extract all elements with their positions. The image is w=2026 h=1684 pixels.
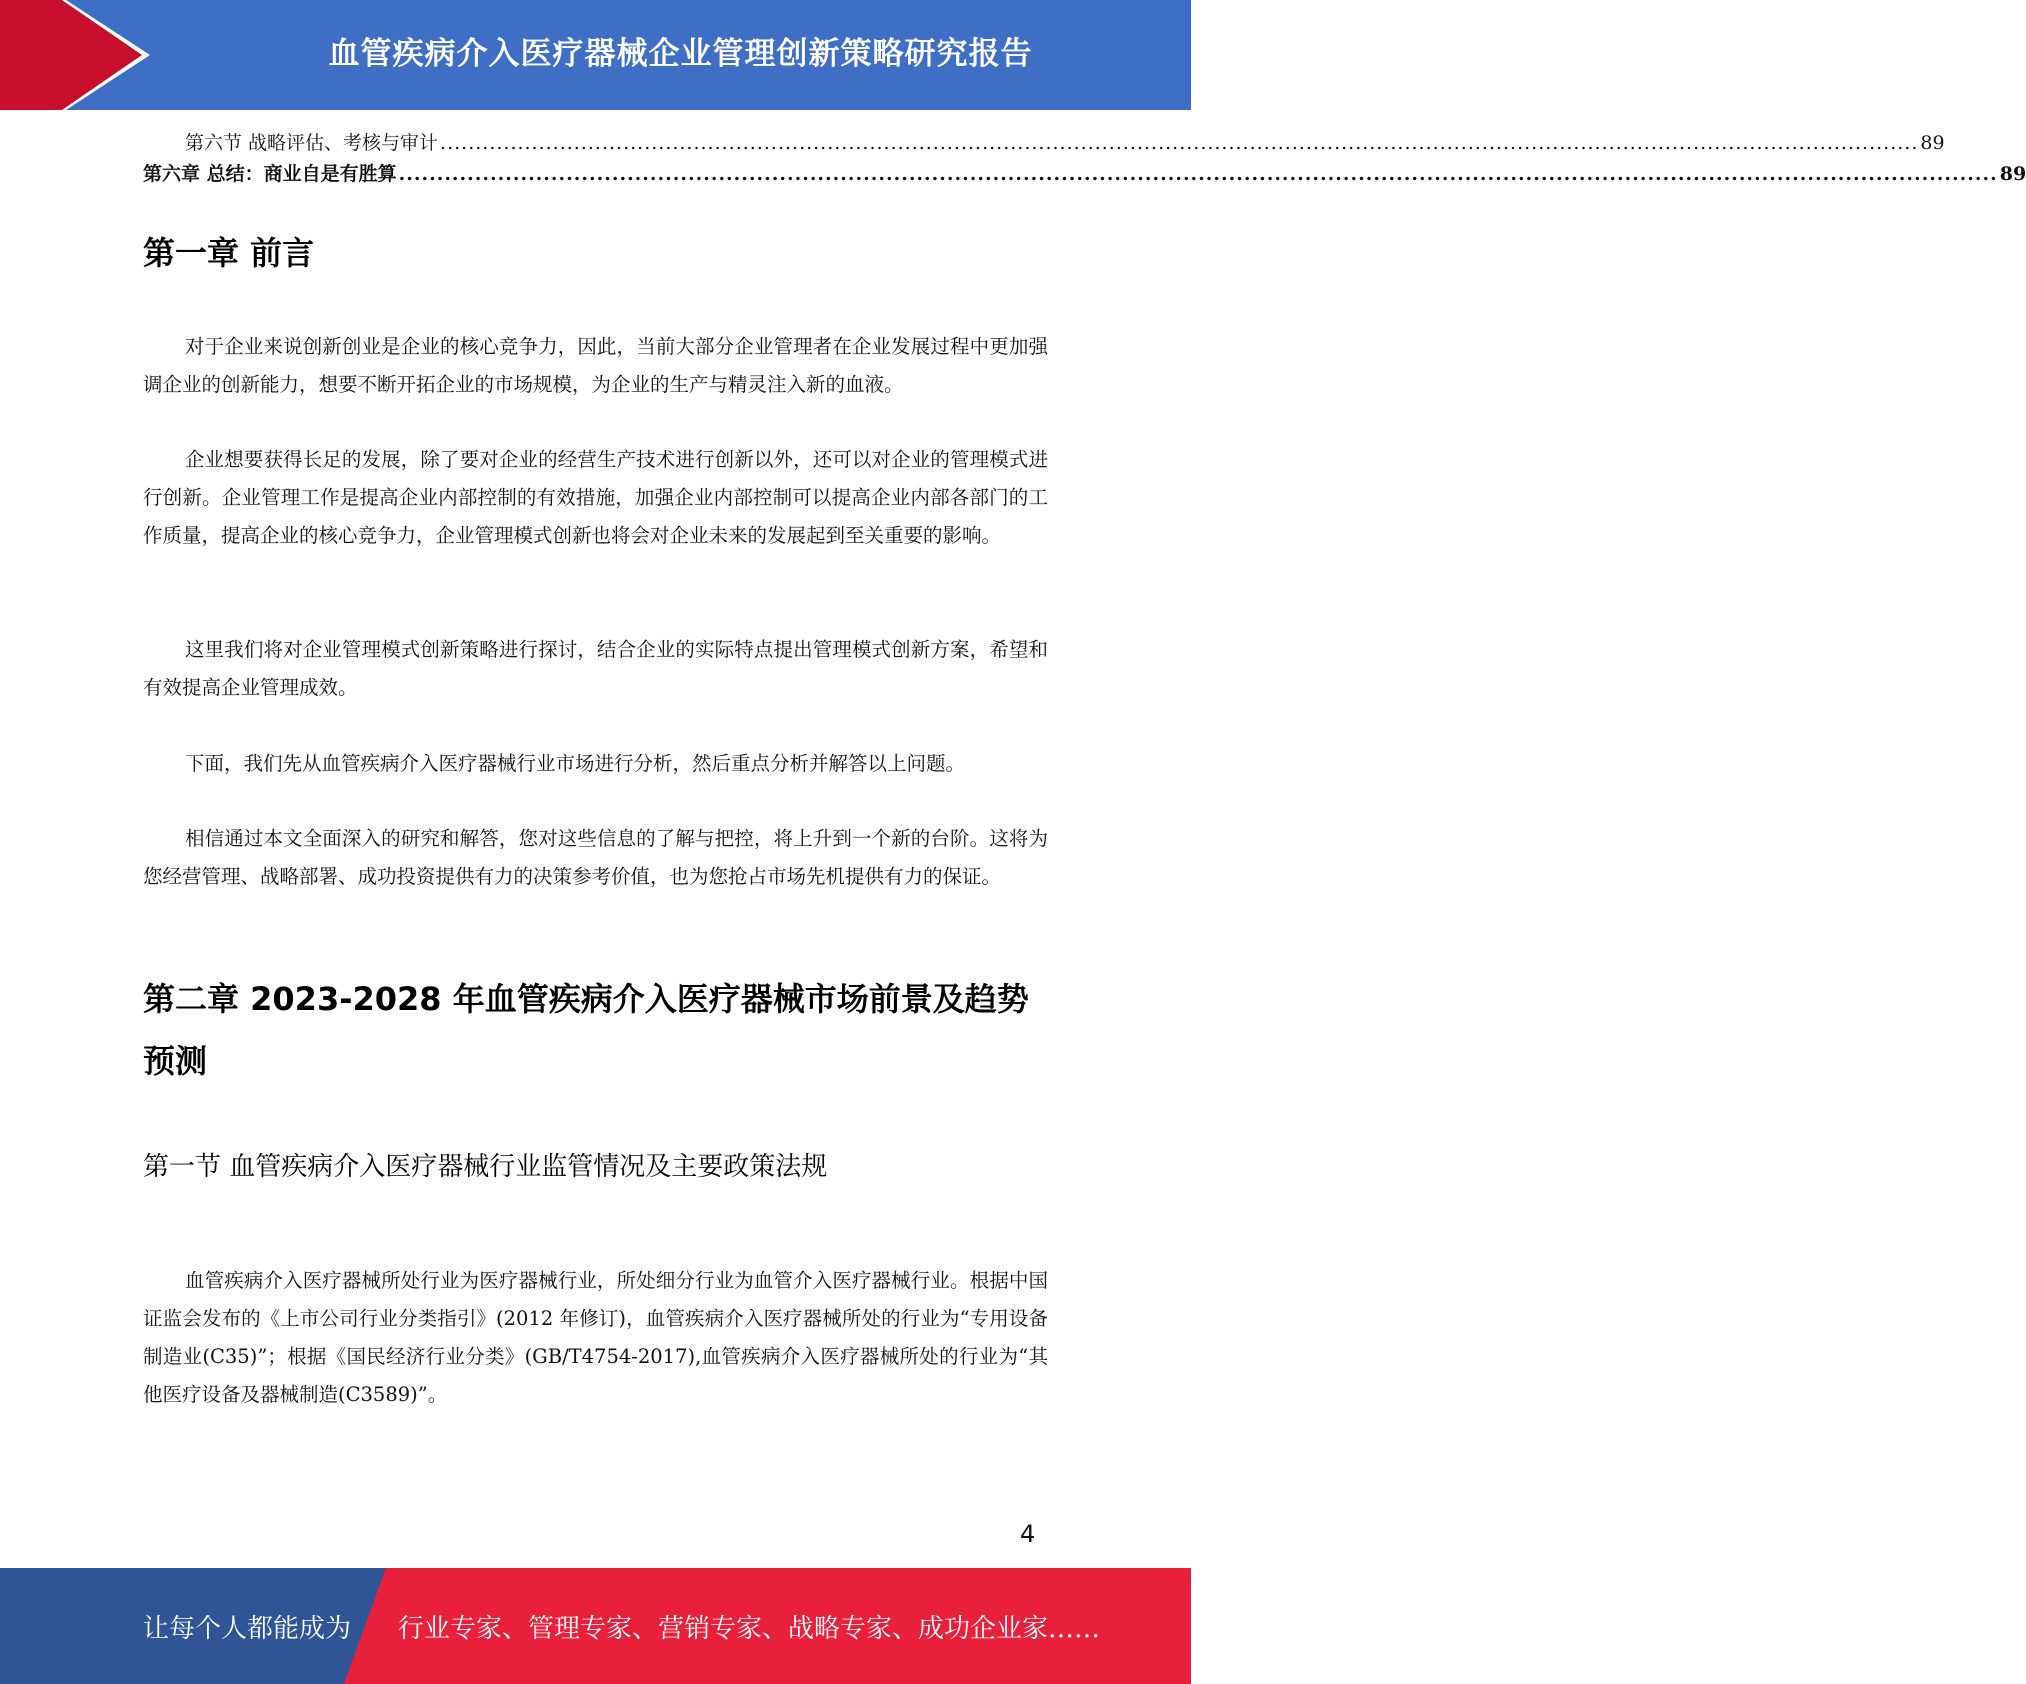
- chapter-1-paragraph: 这里我们将对企业管理模式创新策略进行探讨，结合企业的实际特点提出管理模式创新方案，希望和有效提高企业管理成效。: [143, 638, 1048, 699]
- header-banner: [0, 0, 1191, 110]
- section-1-title: 第一节 血管疾病介入医疗器械行业监管情况及主要政策法规: [143, 1152, 828, 1182]
- chapter-1-paragraph: 相信通过本文全面深入的研究和解答，您对这些信息的了解与把控，将上升到一个新的台阶。这将为您经营管理、战略部署、成功投资提供有力的决策参考价值，也为您抢占市场先机提供有力的保证。: [143, 827, 1048, 888]
- footer-slogan-right: 行业专家、管理专家、营销专家、战略专家、成功企业家……: [398, 1613, 1101, 1644]
- table-of-contents: [143, 128, 2026, 190]
- chapter-1-paragraph: 下面，我们先从血管疾病介入医疗器械行业市场进行分析，然后重点分析并解答以上问题。: [185, 752, 966, 775]
- toc-entry-label: 第六节 战略评估、考核与审计: [185, 132, 439, 154]
- toc-leader-dots: ..................................................................................................................................................................................................................: [440, 132, 1919, 154]
- toc-entry[interactable]: [143, 159, 2026, 190]
- chapter-1-title: 第一章 前言: [143, 234, 315, 272]
- toc-entry-page: 89: [1920, 132, 1945, 154]
- page-number: 4: [1020, 1520, 1036, 1548]
- chapter-1-paragraph: 对于企业来说创新创业是企业的核心竞争力，因此，当前大部分企业管理者在企业发展过程中更加强调企业的创新能力，想要不断开拓企业的市场规模，为企业的生产与精灵注入新的血液。: [143, 335, 1048, 396]
- report-title: 血管疾病介入医疗器械企业管理创新策略研究报告: [328, 35, 1033, 72]
- toc-entry[interactable]: [143, 128, 1945, 159]
- footer-banner: [0, 1568, 1191, 1684]
- toc-entry-page: 89: [1999, 163, 2026, 185]
- chapter-1-paragraph: 企业想要获得长足的发展，除了要对企业的经营生产技术进行创新以外，还可以对企业的管理模式进行创新。企业管理工作是提高企业内部控制的有效措施，加强企业内部控制可以提高企业内部各部门的工作质量，提高企业的核心竞争力，企业管理模式创新也将会对企业未来的发展起到至关重要的影响。: [143, 448, 1048, 547]
- toc-leader-dots: ..................................................................................................................................................................................................................: [398, 163, 1998, 185]
- chapter-2-title: 第二章 2023-2028 年血管疾病介入医疗器械市场前景及趋势预测: [143, 980, 1029, 1080]
- toc-entry-label: 第六章 总结：商业自是有胜算: [143, 163, 397, 185]
- section-1-paragraph: 血管疾病介入医疗器械所处行业为医疗器械行业，所处细分行业为血管介入医疗器械行业。根据中国证监会发布的《上市公司行业分类指引》(2012 年修订)，血管疾病介入医疗器械所处的行业为“专用设备制造业(C35)”；根据《国民经济行业分类》(GB/T4754-2017),血管疾病介入医疗器械所处的行业为“其他医疗设备及器械制造(C3589)”。: [143, 1269, 1048, 1406]
- footer-slogan-left: 让每个人都能成为: [143, 1613, 352, 1644]
